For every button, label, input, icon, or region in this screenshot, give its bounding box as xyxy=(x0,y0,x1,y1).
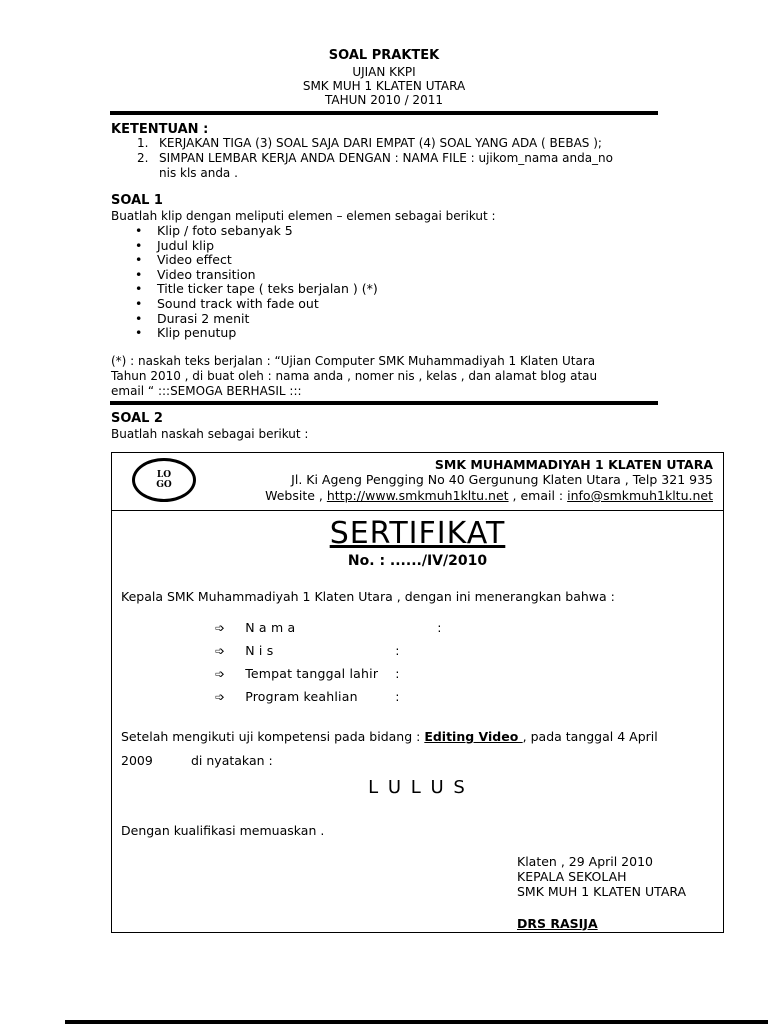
bullet-icon: • xyxy=(135,237,143,253)
rule-item-2-continuation: nis kls anda . xyxy=(159,166,238,180)
body-year: 2009 xyxy=(121,753,153,768)
cert-contact xyxy=(265,488,713,503)
signature-position1: KEPALA SEKOLAH xyxy=(517,869,627,884)
field-row-program xyxy=(215,689,400,705)
arrow-right-icon: ➩ xyxy=(215,690,226,704)
bullet-icon: • xyxy=(135,310,143,326)
list-item: • Video transition xyxy=(135,266,256,282)
list-item: • Video effect xyxy=(135,252,232,268)
website-label: Website , xyxy=(265,488,327,503)
website-link[interactable]: http://www.smkmuh1kltu.net xyxy=(326,488,509,503)
email-link[interactable]: info@smkmuh1kltu.net xyxy=(567,488,713,503)
bullet-icon: • xyxy=(135,281,143,297)
field-row-nama xyxy=(215,620,442,636)
cert-school-name: SMK MUHAMMADIYAH 1 KLATEN UTARA xyxy=(434,457,713,472)
rule-item-2 xyxy=(137,151,613,165)
field-colon: : xyxy=(395,666,400,681)
field-label: Tempat tanggal lahir xyxy=(245,666,379,681)
list-item: • Durasi 2 menit xyxy=(135,310,250,326)
signature-place-date: Klaten , 29 April 2010 xyxy=(517,854,653,869)
academic-year: TAHUN 2010 / 2011 xyxy=(325,93,443,107)
bullet-icon: • xyxy=(135,266,143,282)
soal1-list xyxy=(111,224,378,341)
rule-item-1 xyxy=(137,136,602,150)
signatory-name: DRS RASIJA xyxy=(517,916,598,931)
section-divider xyxy=(110,401,658,405)
field-colon: : xyxy=(395,643,400,658)
body-text: , pada tanggal 4 April xyxy=(522,729,658,744)
arrow-right-icon: ➩ xyxy=(215,644,226,658)
doc-title: SOAL PRAKTEK xyxy=(328,48,440,63)
competency-field: Editing Video xyxy=(424,729,523,744)
field-row-ttl xyxy=(215,666,400,682)
signature-position2: SMK MUH 1 KLATEN UTARA xyxy=(517,884,687,899)
header-divider xyxy=(110,111,658,115)
logo-text-line1: LO xyxy=(156,470,172,480)
rule-number: 1. xyxy=(137,136,149,150)
rule-text: SIMPAN LEMBAR KERJA ANDA DENGAN : NAMA FILE : ujikom_nama anda_no xyxy=(159,151,613,165)
cert-body-line2 xyxy=(121,753,273,768)
soal1-intro: Buatlah klip dengan meliputi elemen – elemen sebagai berikut : xyxy=(111,209,496,223)
arrow-right-icon: ➩ xyxy=(215,621,226,635)
ketentuan-heading: KETENTUAN : xyxy=(111,122,209,137)
body-text: Setelah mengikuti uji kompetensi pada bidang : xyxy=(121,729,425,744)
list-item: • Sound track with fade out xyxy=(135,295,319,311)
cert-qualification: Dengan kualifikasi memuaskan . xyxy=(121,823,325,838)
rule-text: KERJAKAN TIGA (3) SOAL SAJA DARI EMPAT (4) SOAL YANG ADA ( BEBAS ); xyxy=(159,136,602,150)
exam-name: UJIAN KKPI xyxy=(352,65,416,79)
school-name: SMK MUH 1 KLATEN UTARA xyxy=(302,79,466,93)
list-item: • Klip penutup xyxy=(135,325,237,341)
email-label: , email : xyxy=(508,488,568,503)
arrow-right-icon: ➩ xyxy=(215,667,226,681)
field-label: N i s xyxy=(245,643,274,658)
soal1-note-line1: (*) : naskah teks berjalan : “Ujian Computer SMK Muhammadiyah 1 Klaten Utara xyxy=(111,354,596,368)
soal1-heading: SOAL 1 xyxy=(111,193,163,208)
body-text: di nyatakan : xyxy=(191,753,273,768)
cert-body-line1 xyxy=(121,729,658,744)
cert-header-divider xyxy=(112,510,723,511)
field-label: Program keahlian xyxy=(245,689,358,704)
list-item: • Judul klip xyxy=(135,237,215,253)
rule-number: 2. xyxy=(137,151,149,165)
field-row-nis xyxy=(215,643,400,659)
list-item: • Title ticker tape ( teks berjalan ) (*) xyxy=(135,281,378,297)
cert-number: No. : ....../IV/2010 xyxy=(347,553,488,569)
certificate-box xyxy=(111,452,724,933)
cert-opening: Kepala SMK Muhammadiyah 1 Klaten Utara , dengan ini menerangkan bahwa : xyxy=(121,589,615,604)
soal1-note-line3: email “ :::SEMOGA BERHASIL ::: xyxy=(111,384,302,398)
logo-placeholder xyxy=(132,458,196,502)
soal1-note-line2: Tahun 2010 , di buat oleh : nama anda , nomer nis , kelas , dan alamat blog atau xyxy=(111,369,598,383)
list-item: • Klip / foto sebanyak 5 xyxy=(135,223,293,238)
soal2-intro: Buatlah naskah sebagai berikut : xyxy=(111,427,309,441)
bullet-icon: • xyxy=(135,223,143,238)
cert-result: L U L U S xyxy=(368,777,467,798)
bullet-icon: • xyxy=(135,325,143,341)
logo-text-line2: GO xyxy=(156,480,172,490)
field-colon: : xyxy=(437,620,442,635)
field-colon: : xyxy=(395,689,400,704)
soal2-heading: SOAL 2 xyxy=(111,411,163,426)
cert-address: Jl. Ki Ageng Pengging No 40 Gergunung Klaten Utara , Telp 321 935 xyxy=(291,472,713,487)
bullet-icon: • xyxy=(135,252,143,268)
field-label: N a m a xyxy=(245,620,296,635)
page-bottom-rule xyxy=(65,1020,768,1024)
bullet-icon: • xyxy=(135,295,143,311)
cert-title: SERTIFIKAT xyxy=(329,516,506,551)
